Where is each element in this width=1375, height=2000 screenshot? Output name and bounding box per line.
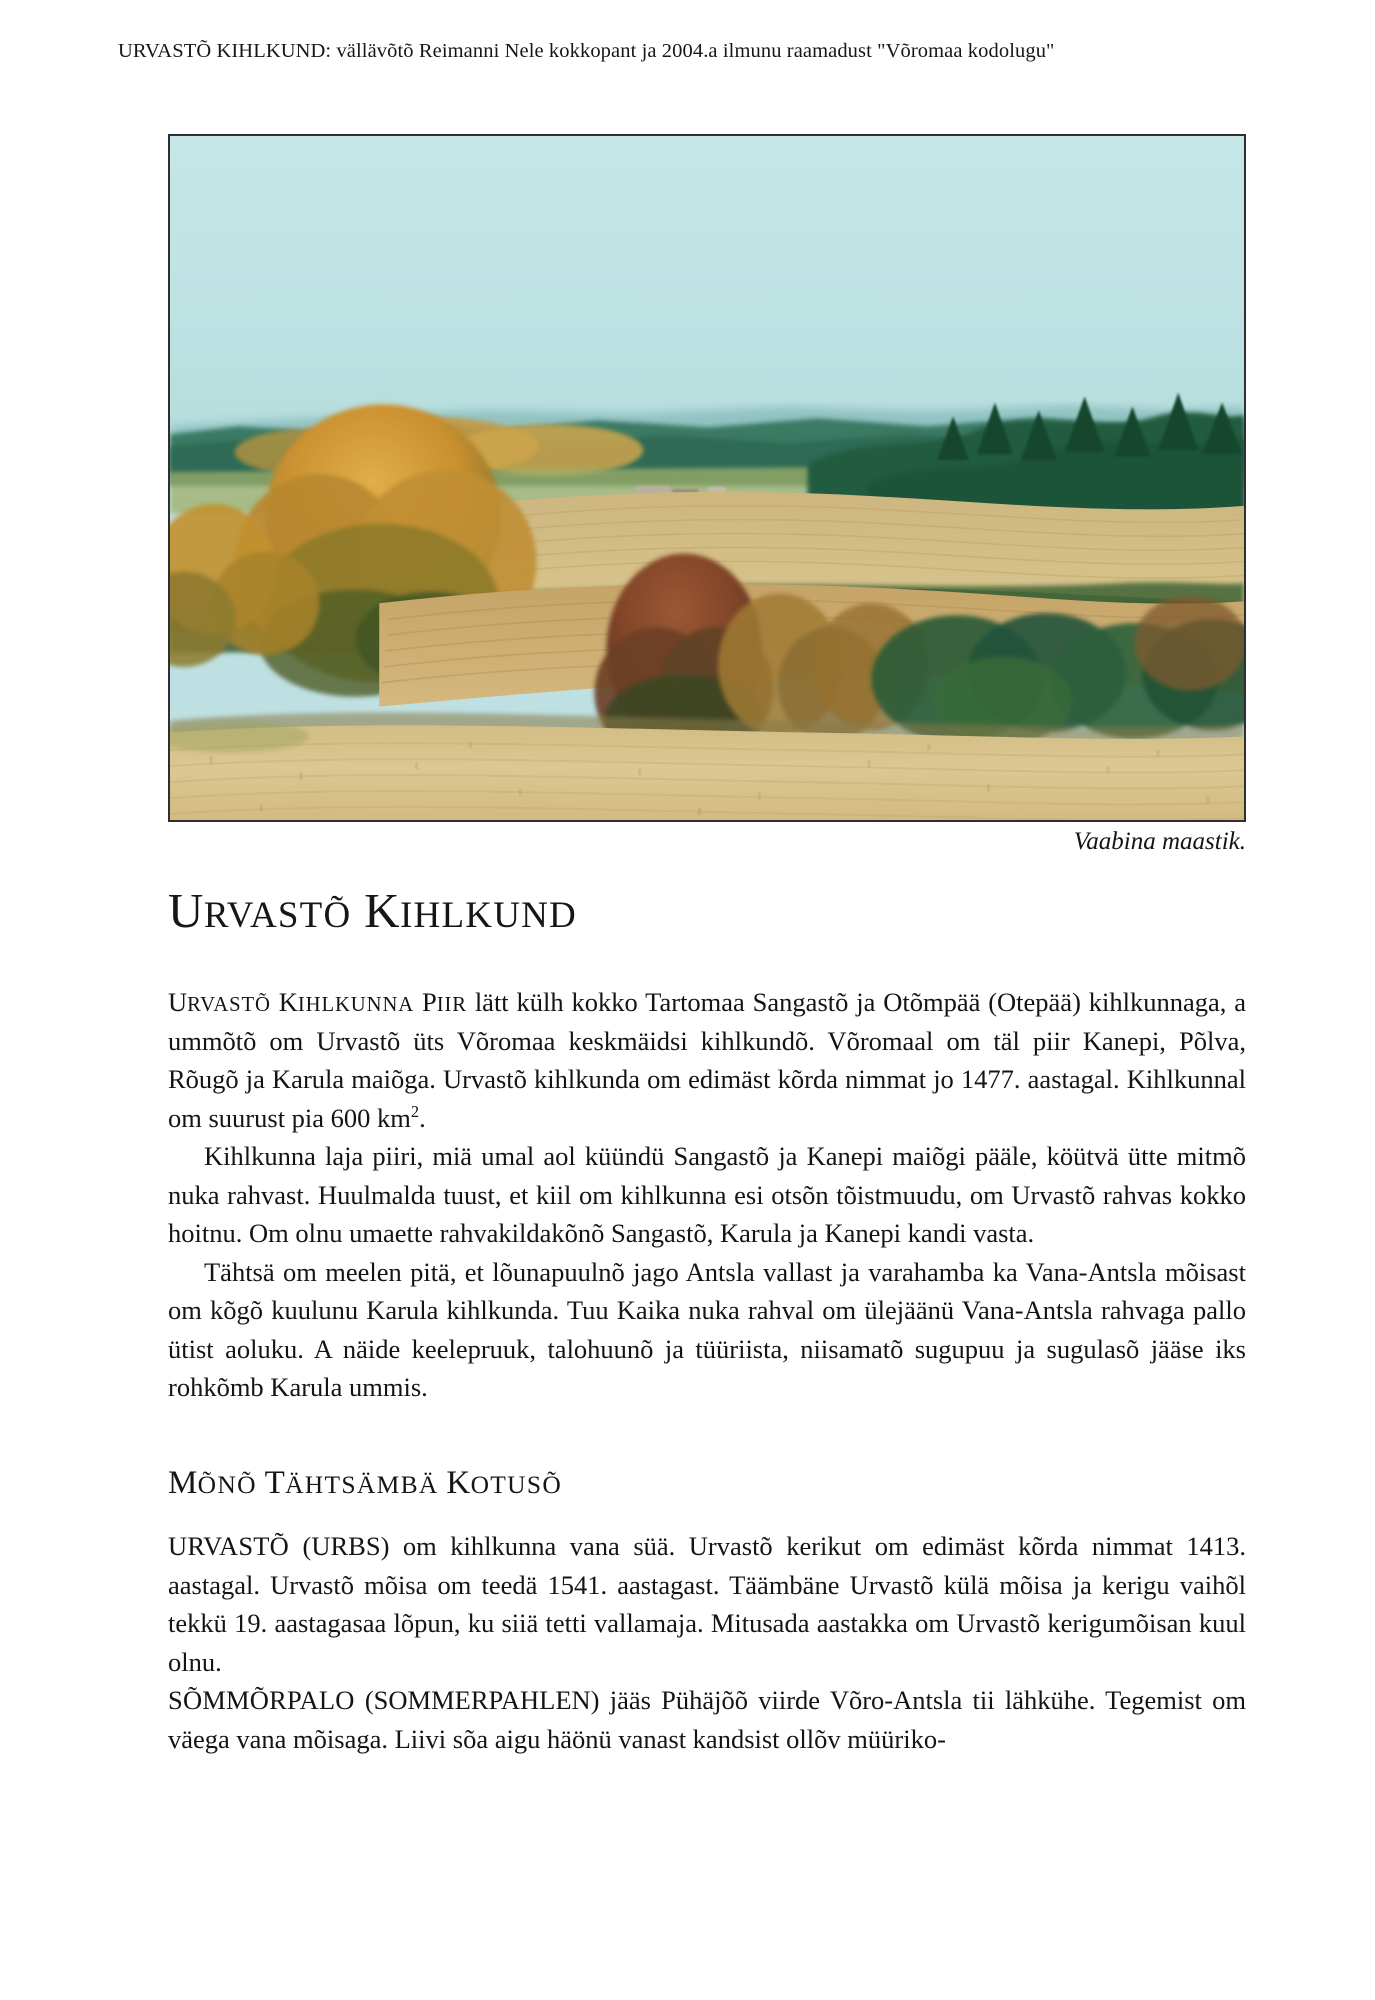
subhead-cap-k: K <box>446 1464 471 1501</box>
paragraph-3: Tähtsä om meelen pitä, et lõunapuulnõ jago Antsla vallast ja varahamba ka Vana-Antsla mõisast om kõgõ kuulunu Karula kihlkunda. Tuu Kaika nuka rahval om ülejäänü Vana-Antsla rahvaga pallo ütist aoluku. A näide keelepruuk, talohuunõ ja tüüriista, niisamatõ sugupuu ja sugulasõ jääse iks rohkõmb Karula ummis. <box>168 1256 1246 1403</box>
subhead-rest-mono: ÕNÕ <box>197 1469 257 1499</box>
subhead-rest-kotuso: OTUSÕ <box>470 1469 563 1499</box>
intro-text-1-tail: . <box>419 1102 426 1133</box>
paragraph-intro <box>168 983 1246 1137</box>
article-body <box>168 883 1247 1759</box>
landscape-photo-image <box>170 136 1244 820</box>
entry-latin-cap-u: U <box>311 1531 331 1562</box>
intro-text-1: lätt külh kokko Tartomaa Sangastõ ja Otõmpää (Otepää) kihlkunnaga, a ummõtõ om Urvastõ üts Võromaa keskmäidsi kihlkundõ. Võromaal om täl piir Kanepi, Põlva, Rõugõ ja Karula maiõga. Urvastõ kihlkunda om edimäst kõrda nimmat jo 1477. aastagal. Kihlkunnal om suurust pia 600 km <box>168 986 1247 1133</box>
square-superscript: 2 <box>410 1101 420 1121</box>
figure-caption: Vaabina maastik. <box>1073 828 1246 855</box>
entry-latin-rest-urbs: RBS <box>330 1531 381 1562</box>
lead-cap-u: U <box>168 986 188 1017</box>
title-word-kihlkund: IHLKUND <box>400 895 577 936</box>
running-header: URVASTÕ KIHLKUND: vällävõtõ Reimanni Nele kokkopant ja 2004.a ilmunu raamadust "Võromaa kodolugu" <box>118 40 1055 62</box>
section-heading-kotuso <box>168 1465 1246 1501</box>
figure-landscape-photo <box>168 134 1246 822</box>
lead-cap-p: P <box>421 986 437 1017</box>
lead-rest-piir: IIR <box>436 993 467 1016</box>
entry-urvasto: URVASTÕ (URBS) om kihlkunna vana süä. Urvastõ kerikut om edimäst kõrda nimmat 1413. aastagal. Urvastõ mõisa om teedä 1541. aastagast. Täämbäne Urvastõ külä mõisa ja kerigu vaihõl tekkü 19. aastagasaa lõpun, ku siiä tetti vallamaja. Mitusada aastakka om Urvastõ kerigumõisan kuul olnu. <box>168 1531 1247 1677</box>
paragraph-2: Kihlkunna laja piiri, miä umal aol küündü Sangastõ ja Kanepi maiõgi pääle, köütvä ütte mitmõ nuka rahvast. Huulmalda tuust, et kiil om kihlkunna esi otsõn tõistmuudu, om Urvastõ rahvas kokko hoitnu. Om olnu umaette rahvakildakõnõ Sangastõ, Karula ja Kanepi kandi vasta. <box>168 1141 1246 1249</box>
entry-name-sommorpalo: SÕMMÕRPALO <box>168 1685 355 1716</box>
lead-cap-k: K <box>278 986 298 1017</box>
subhead-cap-m: M <box>168 1464 198 1501</box>
title-initial-u: U <box>168 883 204 938</box>
entry-sommorpalo-text: jääs Pühäjõõ viirde Võro-Antsla tii lähkühe. Tegemist om väega vana mõisaga. Liivi sõa aigu häönü vanast kandsist ollõv müüriko- <box>168 1685 1246 1754</box>
entry-latin-rest-sommerpahlen: OMMERPAHLEN <box>388 1685 591 1716</box>
subhead-cap-t: T <box>264 1464 286 1501</box>
lead-rest-urvasto: RVASTÕ <box>187 993 271 1016</box>
photo-frame <box>168 134 1246 822</box>
entry-name-urvasto: URVASTÕ <box>168 1531 290 1562</box>
subhead-rest-tahtsamba: ÄHTSÄMBÄ <box>285 1469 439 1499</box>
lead-rest-kihlkunna: IHLKUNNA <box>297 993 415 1016</box>
title-word-urvasto: RVASTÕ <box>203 895 352 936</box>
entry-latin-cap-s: S <box>373 1685 389 1716</box>
title-initial-k: K <box>364 883 401 938</box>
entry-urvasto-text: om kihlkunna vana süä. Urvastõ kerikut om edimäst kõrda nimmat 1413. aastagal. Urvastõ mõisa om teedä 1541. aastagast. Täämbäne Urvastõ külä mõisa ja kerigu vaihõl tekkü 19. aastagasaa lõpun, ku siiä tetti vallamaja. Mitusada aastakka om Urvastõ kerigumõisan kuul olnu. <box>168 1531 1247 1677</box>
page-title <box>168 883 1246 938</box>
entry-sommorpalo: SÕMMÕRPALO (SOMMERPAHLEN) jääs Pühäjõõ viirde Võro-Antsla tii lähkühe. Tegemist om väega vana mõisaga. Liivi sõa aigu häönü vanast kandsist ollõv müüriko- <box>168 1685 1246 1754</box>
smallcaps-lead-in <box>168 987 467 1017</box>
